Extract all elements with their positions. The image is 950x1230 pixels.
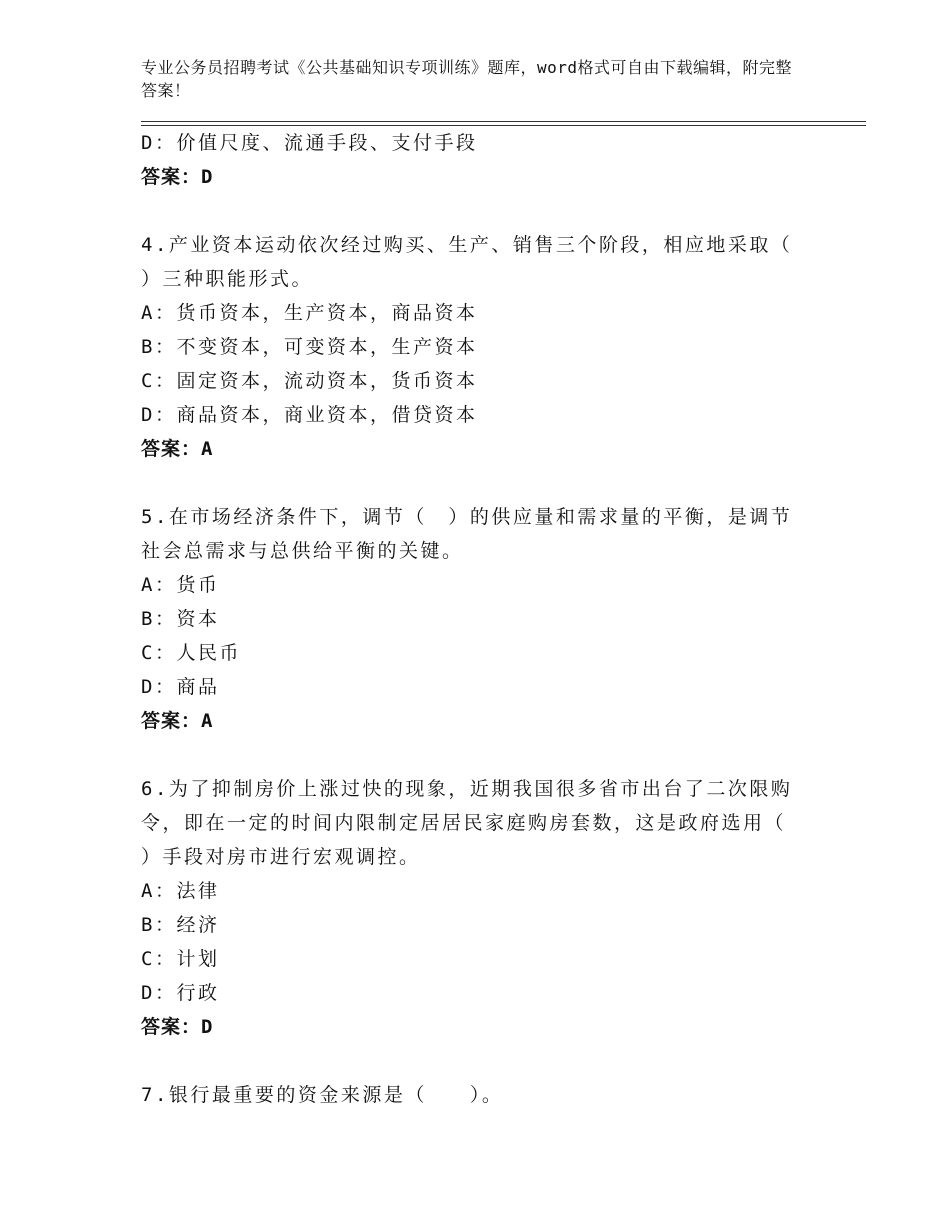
question-stem: 社会总需求与总供给平衡的关键。 [141, 540, 464, 562]
document-header: 专业公务员招聘考试《公共基础知识专项训练》题库，word格式可自由下载编辑，附完整答案！ [141, 58, 793, 100]
header-divider-thick [141, 121, 866, 122]
option-c: C：人民币 [141, 642, 241, 664]
question-4 [141, 228, 806, 466]
question-7 [141, 1078, 806, 1112]
option-b: B：资本 [141, 608, 220, 630]
question-stem: 令，即在一定的时间内限制定居居民家庭购房套数，这是政府选用（ [141, 812, 787, 834]
option-c: C：计划 [141, 948, 220, 970]
option-a: A：货币 [141, 574, 220, 596]
question-stem: 5.在市场经济条件下，调节（ ）的供应量和需求量的平衡，是调节 [141, 506, 793, 528]
question-6 [141, 772, 806, 1044]
question-content [141, 126, 806, 1112]
option-d: D：商品资本，商业资本，借贷资本 [141, 404, 478, 426]
question-stem: ）三种职能形式。 [141, 268, 314, 290]
answer-label: 答案：D [141, 1016, 214, 1038]
question-stem: 7.银行最重要的资金来源是（ ）。 [141, 1084, 504, 1106]
option-b: B：不变资本，可变资本，生产资本 [141, 336, 478, 358]
option-a: A：货币资本，生产资本，商品资本 [141, 302, 478, 324]
answer-label: 答案：A [141, 438, 214, 460]
answer-label: 答案：A [141, 710, 214, 732]
question-stem: 4.产业资本运动依次经过购买、生产、销售三个阶段，相应地采取（ [141, 234, 793, 256]
question-stem: ）手段对房市进行宏观调控。 [141, 846, 421, 868]
option-a: A：法律 [141, 880, 220, 902]
answer-label: 答案：D [141, 166, 214, 188]
option-b: B：经济 [141, 914, 220, 936]
option-d: D：价值尺度、流通手段、支付手段 [141, 132, 478, 154]
option-d: D：商品 [141, 676, 220, 698]
question-stem: 6.为了抑制房价上涨过快的现象，近期我国很多省市出台了二次限购 [141, 778, 793, 800]
option-d: D：行政 [141, 982, 220, 1004]
question-5 [141, 500, 806, 738]
option-c: C：固定资本，流动资本，货币资本 [141, 370, 478, 392]
